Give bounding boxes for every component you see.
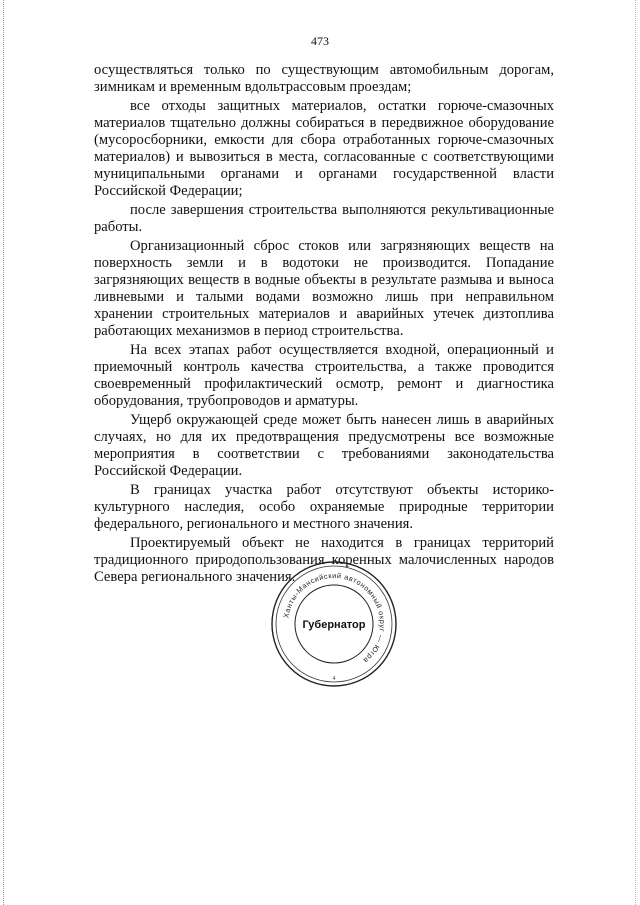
paragraph-5: На всех этапах работ осуществляется входной, операционный и приемочный контроль качества строительства, а также проводится своевременный профилактический осмотр, ремонт и диагностика оборудования, трубопроводов и арматуры. — [94, 342, 554, 409]
seal-ring-text: Ханты-Мансийский автономный округ — Югра — [281, 570, 388, 666]
scan-right-edge — [635, 0, 636, 905]
paragraph-2: все отходы защитных материалов, остатки горюче-смазочных материалов тщательно должны собираться в передвижное оборудование (мусоросборники, емкости для сбора отработанных горюче-смазочных материалов) и вывозиться в места, согласованные с соответствующими муниципальными органами и органами государственной власти Российской Федерации; — [94, 98, 554, 199]
paragraph-4: Организационный сброс стоков или загрязняющих веществ на поверхность земли и в водотоки не производится. Попадание загрязняющих веществ в водные объекты в результате размыва и выноса ливневыми и талыми водами возможно лишь при неправильном хранении строительных материалов и аварийных утечек дизтоплива работающих механизмов в период строительства. — [94, 238, 554, 339]
page-number: 473 — [311, 34, 329, 48]
seal-center-text: Губернатор — [302, 619, 366, 631]
paragraph-6: Ущерб окружающей среде может быть нанесен лишь в аварийных случаях, но для их предотвращения предусмотрены все возможные мероприятия в соответствии с требованиями законодательства Российской Федерации. — [94, 412, 554, 479]
paragraph-3: после завершения строительства выполняются рекультивационные работы. — [94, 202, 554, 235]
seal-bottom-mark: 4 — [332, 676, 336, 682]
document-body — [94, 62, 554, 588]
seal-graphic — [270, 560, 398, 688]
paragraph-1: осуществляться только по существующим автомобильным дорогам, зимникам и временным вдольтрассовым проездам; — [94, 62, 554, 95]
paragraph-8: Проектируемый объект не находится в границах территорий традиционного природопользования коренных малочисленных народов Севера регионального значения. — [94, 535, 554, 585]
official-seal — [270, 560, 398, 688]
paragraph-7: В границах участка работ отсутствуют объекты историко-культурного наследия, особо охраняемые природные территории федерального, регионального и местного значения. — [94, 482, 554, 532]
scan-left-edge — [3, 0, 4, 905]
